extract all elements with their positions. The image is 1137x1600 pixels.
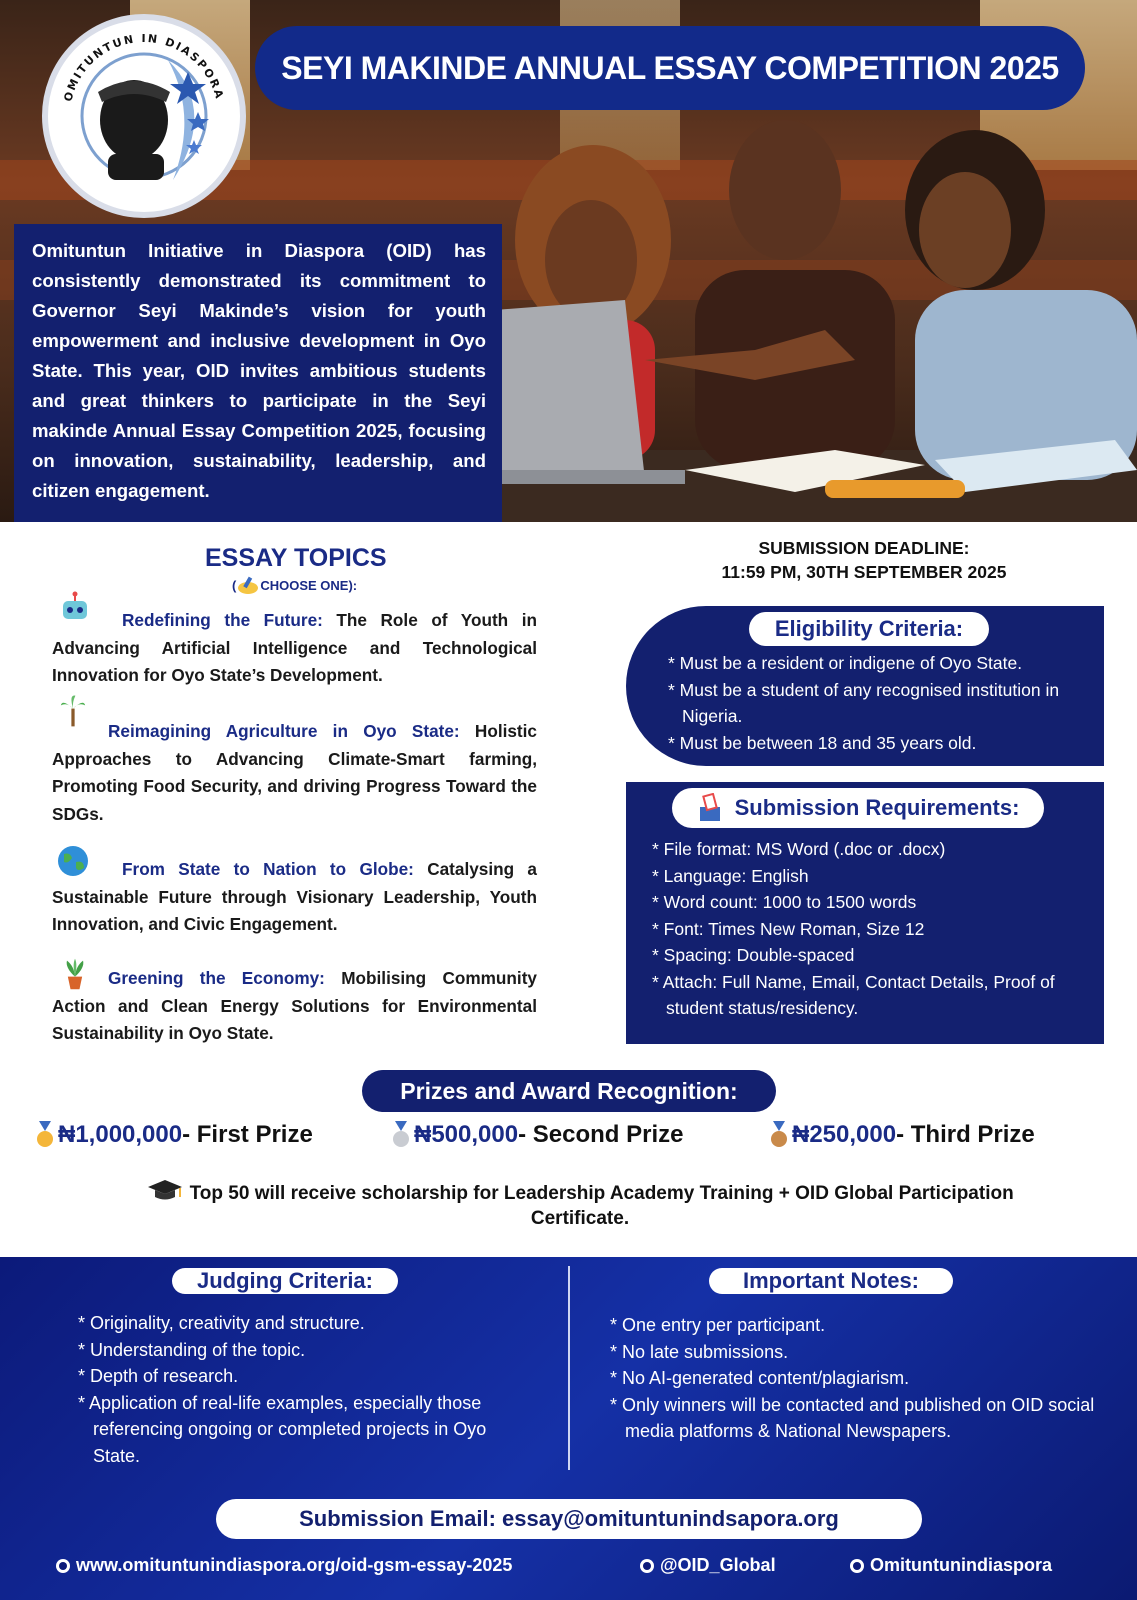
deadline-value: 11:59 PM, 30TH SEPTEMBER 2025 — [721, 562, 1007, 582]
x-logo-icon — [640, 1559, 654, 1573]
linkedin-text: Omituntunindiaspora — [870, 1555, 1052, 1575]
palm-tree-icon — [56, 694, 90, 728]
silver-medal-icon — [392, 1121, 410, 1149]
eligibility-item: * Must be a resident or indigene of Oyo State. — [668, 653, 1023, 673]
topic-highlight: From State to Nation to Globe: — [122, 859, 414, 879]
logo-ring-text: OMITUNTUN IN DIASPORA — [61, 31, 227, 103]
essay-topics-subheading — [232, 576, 357, 594]
judging-item: * Understanding of the topic. — [78, 1339, 306, 1360]
note-item: * No AI-generated content/plagiarism. — [610, 1368, 910, 1388]
oid-logo-graphic — [48, 20, 240, 212]
writing-hand-icon — [236, 576, 260, 594]
third-prize — [770, 1121, 1035, 1149]
judging-criteria-list — [78, 1310, 518, 1469]
topic-text: Holistic Approaches to Advancing Climate-Smart farming, Promoting Food Security, and driving Progress Toward the SDGs. — [52, 721, 537, 824]
bronze-medal-icon — [770, 1121, 788, 1149]
topic-highlight: Greening the Economy: — [108, 968, 325, 988]
topic-highlight: Redefining the Future: — [122, 610, 323, 630]
ballot-box-icon — [697, 793, 723, 823]
requirement-item: * File format: MS Word (.doc or .docx) — [652, 839, 946, 859]
submission-requirements-list — [652, 836, 1092, 1022]
title-banner — [255, 26, 1085, 110]
eligibility-item: * Must be between 18 and 35 years old. — [668, 732, 977, 753]
note-item: * No late submissions. — [610, 1341, 789, 1362]
choose-one-label: CHOOSE ONE): — [260, 577, 358, 593]
eligibility-item: * Must be a student of any recognised institution in Nigeria. — [668, 679, 1060, 726]
scholarship-note — [140, 1179, 1020, 1231]
intro-text: Omituntun Initiative in Diaspora (OID) has consistently demonstrated its commitment to Governor Seyi Makinde’s vision for youth empowerment and inclusive development in Oyo State. This year, OID invites ambitious students and great thinkers to participate in the Seyi makinde Annual Essay Competition 2025, focusing on innovation, sustainability, leadership, and citizen engagement. — [32, 240, 486, 501]
second-prize — [392, 1121, 683, 1149]
band-divider — [568, 1266, 570, 1470]
prize-amount: ₦500,000 — [414, 1121, 519, 1148]
oid-logo — [42, 14, 246, 218]
note-item: * Only winners will be contacted and published on OID social media platforms & National Newspapers. — [610, 1394, 1095, 1441]
judging-item: * Application of real-life examples, especially those referencing ongoing or completed projects in Oyo State. — [78, 1392, 487, 1466]
graduation-cap-icon — [146, 1179, 184, 1203]
eligibility-list — [668, 650, 1098, 756]
gold-medal-icon — [36, 1121, 54, 1149]
scholarship-text: Top 50 will receive scholarship for Leadership Academy Training + OID Global Participation Certificate. — [189, 1183, 1014, 1229]
topic-text: Catalysing a Sustainable Future through Visionary Leadership, Youth Innovation, and Civic Engagement. — [52, 859, 537, 934]
prize-amount: ₦250,000 — [792, 1121, 897, 1148]
requirement-item: * Language: English — [652, 865, 809, 886]
intro-panel — [14, 224, 502, 522]
globe-icon — [56, 1559, 70, 1573]
submission-requirements-panel — [626, 782, 1104, 1044]
judging-item: * Originality, creativity and structure. — [78, 1313, 365, 1333]
requirement-item: * Word count: 1000 to 1500 words — [652, 892, 917, 912]
hero-photo-section — [0, 0, 1137, 522]
requirement-item: * Attach: Full Name, Email, Contact Details, Proof of student status/residency. — [652, 971, 1055, 1018]
judging-criteria-heading: Judging Criteria: — [172, 1268, 398, 1294]
x-handle-text: @OID_Global — [660, 1555, 776, 1575]
eligibility-heading: Eligibility Criteria: — [749, 612, 989, 646]
prize-label: - Second Prize — [518, 1121, 684, 1148]
topic-item-4 — [52, 965, 537, 1048]
first-prize — [36, 1121, 313, 1149]
linkedin-link[interactable] — [850, 1555, 1052, 1576]
note-item: * One entry per participant. — [610, 1315, 826, 1335]
website-text: www.omituntunindiaspora.org/oid-gsm-essay-2025 — [76, 1555, 513, 1575]
judging-item: * Depth of research. — [78, 1366, 239, 1386]
students-photo — [495, 120, 1137, 522]
topic-text: The Role of Youth in Advancing Artificial Intelligence and Technological Innovation for Oyo State’s Development. — [52, 610, 537, 685]
important-notes-list — [610, 1312, 1110, 1445]
topic-item-3 — [52, 856, 537, 939]
deadline-label: SUBMISSION DEADLINE: — [758, 538, 970, 558]
topic-text: Mobilising Community Action and Clean Energy Solutions for Environmental Sustainability in Oyo State. — [52, 968, 537, 1043]
submission-requirements-heading — [672, 788, 1044, 828]
submission-deadline — [664, 536, 1064, 584]
submission-requirements-label: Submission Requirements: — [734, 795, 1020, 820]
important-notes-heading: Important Notes: — [709, 1268, 953, 1294]
topic-item-1 — [52, 607, 537, 690]
prize-amount: ₦1,000,000 — [58, 1121, 183, 1148]
paren-open: ( — [232, 577, 237, 593]
x-handle-link[interactable] — [640, 1555, 776, 1576]
linkedin-icon — [850, 1559, 864, 1573]
prize-label: - First Prize — [182, 1121, 313, 1148]
submission-email[interactable]: Submission Email: essay@omituntunindsapora.org — [216, 1499, 922, 1539]
website-link[interactable] — [56, 1555, 512, 1576]
potted-plant-icon — [58, 957, 92, 991]
topic-highlight: Reimagining Agriculture in Oyo State: — [108, 721, 460, 741]
page-title: SEYI MAKINDE ANNUAL ESSAY COMPETITION 2025 — [281, 49, 1059, 86]
eligibility-panel — [626, 606, 1104, 766]
topic-item-2 — [52, 718, 537, 828]
requirement-item: * Font: Times New Roman, Size 12 — [652, 918, 925, 939]
requirement-item: * Spacing: Double-spaced — [652, 945, 855, 965]
essay-topics-heading: ESSAY TOPICS — [205, 544, 387, 572]
robot-icon — [58, 591, 92, 625]
prize-label: - Third Prize — [896, 1121, 1035, 1148]
globe-icon — [56, 844, 90, 878]
prizes-heading: Prizes and Award Recognition: — [362, 1070, 776, 1112]
